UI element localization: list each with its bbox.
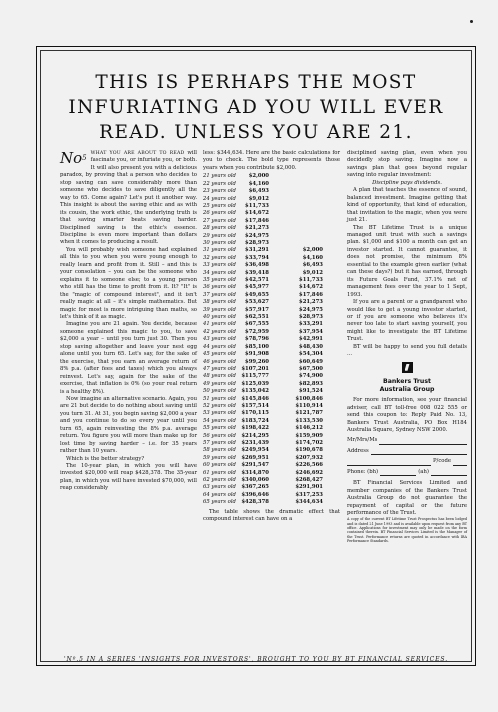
- table-plan2-cell: $33,291: [299, 321, 323, 328]
- table-plan2-cell: [269, 240, 323, 247]
- table-row: [203, 336, 340, 343]
- headline-line-3: READ. UNLESS YOU ARE 21.: [99, 122, 413, 143]
- table-plan1-cell: $9,012: [248, 195, 269, 202]
- table-row: [203, 173, 340, 180]
- table-age-cell: 60 years old: [203, 462, 236, 469]
- table-age-cell: 48 years old: [203, 373, 236, 380]
- table-row: [203, 262, 340, 269]
- table-row: [203, 462, 340, 469]
- table-age-cell: 49 years old: [203, 380, 236, 387]
- column-1: [60, 150, 197, 493]
- table-plan2-cell: $17,846: [299, 291, 323, 298]
- table-plan1-cell: $11,733: [245, 202, 269, 209]
- table-row: [203, 284, 340, 291]
- table-row: [203, 210, 340, 217]
- table-row: [203, 359, 340, 366]
- table-row: [203, 314, 340, 321]
- col3-para-7: BT Financial Services Limited and member companies of the Bankers Trust Australia Group do not guarantee the repayment of capital or the future performance of the Trust.: [347, 480, 467, 517]
- table-plan1-cell: $115,777: [241, 373, 269, 380]
- col3-para-1: disciplined saving plan, even when you decidedly stop saving. Imagine now a savings plan that goes beyond regular saving into regular investment:: [347, 150, 467, 179]
- table-row: [203, 440, 340, 447]
- table-age-cell: 57 years old: [203, 439, 236, 446]
- table-age-cell: 22 years old: [203, 180, 236, 187]
- col3-para-3: The BT Lifetime Trust is a unique managed unit trust with such a savings plan. $1,000 and $100 a month can get an investor started. It cannot guarantee, it does not promise, the minimum 8% essential to the example given earlier (what can these days?) but it has earned, through its Future Goals Fund, 37.1% net of management fees over the year to 1 Sept, 1993.: [347, 224, 467, 298]
- series-footer: 'Nº.5 IN A SERIES 'INSIGHTS FOR INVESTORS', BROUGHT TO YOU BY BT FINANCIAL SERVICES.: [63, 656, 449, 663]
- table-row: [203, 433, 340, 440]
- table-plan2-cell: $48,430: [299, 343, 323, 350]
- table-row: [203, 218, 340, 225]
- table-row: [203, 299, 340, 306]
- table-age-cell: 31 years old: [203, 247, 236, 254]
- table-plan2-cell: $4,160: [302, 254, 323, 261]
- table-plan2-cell: $190,678: [295, 447, 323, 454]
- table-plan1-cell: $85,100: [245, 343, 269, 350]
- table-plan2-cell: $146,212: [295, 425, 323, 432]
- table-plan1-cell: $314,870: [241, 469, 269, 476]
- table-plan1-cell: $135,042: [241, 388, 269, 395]
- table-age-cell: 37 years old: [203, 291, 236, 298]
- coupon-address-label: Address: [347, 447, 369, 454]
- table-plan2-cell: [269, 196, 323, 203]
- table-plan1-cell: $24,975: [245, 232, 269, 239]
- table-plan1-cell: $6,493: [248, 188, 269, 195]
- table-age-cell: 43 years old: [203, 336, 236, 343]
- table-row: [203, 477, 340, 484]
- lead-caps: WHAT YOU ARE ABOUT TO READ: [90, 151, 185, 156]
- table-plan2-cell: $21,273: [299, 299, 323, 306]
- coupon-phone-ah-label: (ah): [418, 468, 429, 475]
- coupon-name-label: Mr/Mrs/Ms: [347, 437, 378, 444]
- coupon-postcode-label: P/code: [432, 458, 451, 465]
- coupon-name-field[interactable]: [347, 437, 467, 444]
- table-plan2-cell: $82,893: [299, 380, 323, 387]
- table-plan1-cell: $45,977: [245, 284, 269, 291]
- table-plan2-cell: $11,733: [299, 277, 323, 284]
- table-age-cell: 53 years old: [203, 410, 236, 417]
- table-age-cell: 24 years old: [203, 195, 236, 202]
- table-age-cell: 46 years old: [203, 358, 236, 365]
- table-plan1-cell: $214,295: [241, 432, 269, 439]
- bt-logo-icon: [402, 362, 413, 373]
- col3-para-5: BT will be happy to send you full details ...: [347, 343, 467, 358]
- table-plan2-cell: $121,787: [295, 410, 323, 417]
- table-plan1-cell: $33,794: [245, 254, 269, 261]
- table-row: [203, 277, 340, 284]
- table-row: [203, 344, 340, 351]
- headline-line-2: INFURIATING AD YOU WILL EVER: [68, 97, 444, 118]
- scan-speck: [470, 20, 473, 23]
- table-age-cell: 62 years old: [203, 477, 236, 484]
- table-row: [203, 247, 340, 254]
- table-age-cell: 21 years old: [203, 173, 236, 180]
- bankers-trust-logo: [347, 362, 467, 393]
- col2-outro: The table shows the dramatic effect that compound interest can have on a: [203, 508, 340, 523]
- table-plan1-cell: $198,422: [241, 425, 269, 432]
- table-age-cell: 64 years old: [203, 491, 236, 498]
- logo-line-2: Australia Group: [379, 385, 435, 393]
- table-plan2-cell: $14,672: [299, 284, 323, 291]
- col3-caption: Discipline pays dividends.: [372, 179, 442, 186]
- table-age-cell: 41 years old: [203, 321, 236, 328]
- column-2: [203, 150, 340, 524]
- table-age-cell: 32 years old: [203, 254, 236, 261]
- table-plan1-cell: $67,555: [245, 321, 269, 328]
- headline-line-1: THIS IS PERHAPS THE MOST: [95, 72, 417, 93]
- table-row: [203, 321, 340, 328]
- headline: [44, 70, 468, 145]
- table-age-cell: 42 years old: [203, 328, 236, 335]
- table-row: [203, 270, 340, 277]
- col1-para-1: No$^5$ WHAT YOU ARE ABOUT TO READ will fascinate you, or infuriate you, or both. It will also present you with a delicious paradox, by proving that a person who decides to stop saving can save considerably more than someone who decides to save diligently all the way to 65. Come again? Let's put it another way. This insight is about the saving ethic and as with its cousin, the work ethic, the underlying truth is that saving smarter beats saving harder. Disciplined saving is the ethic's essence. Discipline is even more important than dollars when it comes to producing a result.: [60, 149, 197, 246]
- col2-intro: less: $344,634. Here are the basic calculations for you to check. The bold type represents those years when you contribute $2,000.: [203, 150, 340, 171]
- table-age-cell: 26 years old: [203, 210, 236, 217]
- table-age-cell: 34 years old: [203, 269, 236, 276]
- coupon-address-field[interactable]: [347, 448, 467, 455]
- table-age-cell: 51 years old: [203, 395, 236, 402]
- table-plan2-cell: $174,702: [295, 439, 323, 446]
- col1-para-3: Imagine you are 21 again. You decide, because someone explained this magic to you, to save $2,000 a year – until you turn just 30. Then you stop saving altogether and leave your nest egg alone until you turn 65. Let's say, for the sake of the exercise, that you earn an average return of 8% p.a. (after fees and taxes) which you always reinvest. Let's say, again for the sake of the exercise, that inflation is 0% (so your real return is a healthy 8%).: [60, 321, 197, 395]
- table-plan1-cell: $49,655: [245, 291, 269, 298]
- table-plan1-cell: $21,273: [245, 225, 269, 232]
- table-plan1-cell: $107,201: [241, 365, 269, 372]
- table-plan2-cell: $268,427: [295, 477, 323, 484]
- table-plan2-cell: $37,954: [299, 328, 323, 335]
- table-plan2-cell: $91,524: [299, 388, 323, 395]
- table-plan2-cell: $6,493: [302, 262, 323, 269]
- table-age-cell: 61 years old: [203, 469, 236, 476]
- table-plan2-cell: $67,500: [299, 365, 323, 372]
- table-plan1-cell: $53,627: [245, 299, 269, 306]
- table-row: [203, 403, 340, 410]
- table-row: [203, 492, 340, 499]
- table-age-cell: 28 years old: [203, 225, 236, 232]
- savings-table: [203, 173, 340, 506]
- table-plan2-cell: $2,000: [302, 247, 323, 254]
- table-age-cell: 44 years old: [203, 343, 236, 350]
- table-row: [203, 307, 340, 314]
- table-plan2-cell: $291,901: [295, 484, 323, 491]
- table-age-cell: 54 years old: [203, 417, 236, 424]
- table-age-cell: 30 years old: [203, 240, 236, 247]
- table-plan2-cell: $159,909: [295, 432, 323, 439]
- table-plan1-cell: $291,547: [241, 462, 269, 469]
- table-plan2-cell: $100,846: [295, 395, 323, 402]
- table-age-cell: 27 years old: [203, 217, 236, 224]
- table-row: [203, 181, 340, 188]
- table-plan2-cell: $133,530: [295, 417, 323, 424]
- table-age-cell: 52 years old: [203, 402, 236, 409]
- table-row: [203, 388, 340, 395]
- table-age-cell: 45 years old: [203, 351, 236, 358]
- table-plan2-cell: [269, 218, 323, 225]
- col3-para-2: A plan that teaches the essence of sound, balanced investment. Imagine getting that kind of opportunity, that kind of education, that invitation to the magic, when you were just 21.: [347, 187, 467, 224]
- table-row: [203, 292, 340, 299]
- table-age-cell: 35 years old: [203, 277, 236, 284]
- table-plan1-cell: $367,265: [241, 484, 269, 491]
- table-age-cell: 38 years old: [203, 299, 236, 306]
- table-plan2-cell: $24,975: [299, 306, 323, 313]
- col1-para-2: You will probably wish someone had explained all this to you when you were young enough to really learn and profit from it. Still – and this is your consolation – you can be the someone who explains it to someone else; to a young person who still has the time to profit from it. It? "It" is the "magic of compound interest", and it isn't really magic at all – it's simple mathematics. But magic for most is more intriguing than maths, so let's think of it as magic.: [60, 246, 197, 320]
- table-plan1-cell: $31,291: [245, 247, 269, 254]
- table-row: [203, 447, 340, 454]
- table-plan1-cell: $145,846: [241, 395, 269, 402]
- table-plan2-cell: [269, 233, 323, 240]
- table-plan2-cell: $246,692: [295, 469, 323, 476]
- col1-para-5: Which is the better strategy?: [66, 455, 145, 462]
- table-plan1-cell: $396,646: [241, 491, 269, 498]
- table-plan2-cell: [269, 225, 323, 232]
- table-row: [203, 329, 340, 336]
- col1-para-4: Now imagine an alternative scenario. Again, you are 21 but decide to do nothing about saving until you turn 31. At 31, you begin saving $2,000 a year and you continue to do so every year until you turn 65, again reinvesting the 8% p.a. average return. You figure you will more than make up for lost time by saving harder – i.e. for 35 years rather than 10 years.: [60, 395, 197, 455]
- table-plan1-cell: $42,571: [245, 277, 269, 284]
- table-age-cell: 50 years old: [203, 388, 236, 395]
- table-plan2-cell: [269, 181, 323, 188]
- table-age-cell: 56 years old: [203, 432, 236, 439]
- table-row: [203, 233, 340, 240]
- table-plan1-cell: $36,498: [245, 262, 269, 269]
- table-row: [203, 255, 340, 262]
- table-plan1-cell: $428,378: [241, 499, 269, 506]
- table-row: [203, 240, 340, 247]
- table-row: [203, 499, 340, 506]
- table-age-cell: 58 years old: [203, 447, 236, 454]
- table-row: [203, 351, 340, 358]
- logo-line-1: Bankers Trust: [383, 378, 431, 386]
- table-plan1-cell: $14,672: [245, 210, 269, 217]
- table-plan1-cell: $340,060: [241, 477, 269, 484]
- coupon-phone-field[interactable]: [347, 469, 467, 476]
- table-plan2-cell: $344,634: [295, 499, 323, 506]
- table-plan1-cell: $57,917: [245, 306, 269, 313]
- table-age-cell: 29 years old: [203, 232, 236, 239]
- table-row: [203, 470, 340, 477]
- table-row: [203, 484, 340, 491]
- table-row: [203, 410, 340, 417]
- table-plan2-cell: $74,900: [299, 373, 323, 380]
- table-row: [203, 381, 340, 388]
- table-plan2-cell: [269, 173, 323, 180]
- table-plan1-cell: $231,439: [241, 439, 269, 446]
- table-plan1-cell: $170,115: [241, 410, 269, 417]
- table-plan2-cell: $54,304: [299, 351, 323, 358]
- table-plan1-cell: $157,514: [241, 402, 269, 409]
- table-plan1-cell: $269,951: [241, 454, 269, 461]
- table-row: [203, 418, 340, 425]
- table-row: [203, 373, 340, 380]
- table-age-cell: 65 years old: [203, 499, 236, 506]
- table-age-cell: 25 years old: [203, 202, 236, 209]
- table-row: [203, 188, 340, 195]
- table-age-cell: 36 years old: [203, 284, 236, 291]
- table-plan2-cell: $226,566: [295, 462, 323, 469]
- table-age-cell: 23 years old: [203, 188, 236, 195]
- col1-para-6: The 10-year plan, in which you will have invested $20,000 will reap $428,378. The 35-year plan, in which you will have invested $70,000, will reap considerably: [60, 463, 197, 492]
- table-plan2-cell: [269, 203, 323, 210]
- table-row: [203, 396, 340, 403]
- table-row: [203, 455, 340, 462]
- dropcap-number: No$^5$: [60, 149, 87, 167]
- table-plan1-cell: $2,000: [248, 173, 269, 180]
- table-plan1-cell: $4,160: [248, 180, 269, 187]
- table-plan2-cell: $42,991: [299, 336, 323, 343]
- table-age-cell: 47 years old: [203, 365, 236, 372]
- table-plan1-cell: $39,418: [245, 269, 269, 276]
- table-plan2-cell: $9,012: [302, 269, 323, 276]
- table-plan2-cell: [269, 210, 323, 217]
- table-plan1-cell: $17,846: [245, 217, 269, 224]
- table-age-cell: 63 years old: [203, 484, 236, 491]
- table-age-cell: 33 years old: [203, 262, 236, 269]
- table-plan2-cell: $317,253: [295, 491, 323, 498]
- table-plan1-cell: $183,724: [241, 417, 269, 424]
- col3-para-6: For more information, see your financial adviser, call BT toll-free 008 022 555 or send this coupon to: Reply Paid No. 13, Bankers Trust Australia, PO Box H184 Australia Square, Sydney NSW 2000.: [347, 397, 467, 433]
- table-row: [203, 196, 340, 203]
- table-plan1-cell: $249,954: [241, 447, 269, 454]
- table-row: [203, 225, 340, 232]
- table-age-cell: 39 years old: [203, 306, 236, 313]
- table-plan1-cell: $78,796: [245, 336, 269, 343]
- table-age-cell: 59 years old: [203, 454, 236, 461]
- table-plan1-cell: $62,551: [245, 314, 269, 321]
- table-plan2-cell: $207,932: [295, 454, 323, 461]
- table-plan2-cell: [269, 188, 323, 195]
- table-plan2-cell: $110,914: [295, 402, 323, 409]
- table-age-cell: 55 years old: [203, 425, 236, 432]
- col3-fine-print: A copy of the current BT Lifetime Trust Prospectus has been lodged and is dated 21 June 1993 and is available upon request from any BT office. Applications for investment may only be made on the form contained therein. BT Financial Services Limited is the Manager of the Trust. Performance returns are quoted in accordance with IBA Performance Standards.: [347, 517, 467, 543]
- table-plan2-cell: $28,973: [299, 314, 323, 321]
- table-age-cell: 40 years old: [203, 314, 236, 321]
- table-plan1-cell: $28,973: [245, 240, 269, 247]
- table-row: [203, 425, 340, 432]
- table-plan1-cell: $99,260: [245, 358, 269, 365]
- table-plan1-cell: $125,039: [241, 380, 269, 387]
- column-3: [347, 150, 467, 543]
- table-plan1-cell: $72,959: [245, 328, 269, 335]
- table-row: [203, 203, 340, 210]
- coupon-postcode-field[interactable]: [347, 458, 467, 465]
- coupon-phone-label: Phone: (bh): [347, 468, 379, 475]
- table-plan1-cell: $91,908: [245, 351, 269, 358]
- table-plan2-cell: $60,649: [299, 358, 323, 365]
- col3-para-4: If you are a parent or a grandparent who would like to get a young investor started, or if you are someone who believes it's never too late to start saving yourself, you might like to investigate the BT Lifetime Trust.: [347, 299, 467, 343]
- table-row: [203, 366, 340, 373]
